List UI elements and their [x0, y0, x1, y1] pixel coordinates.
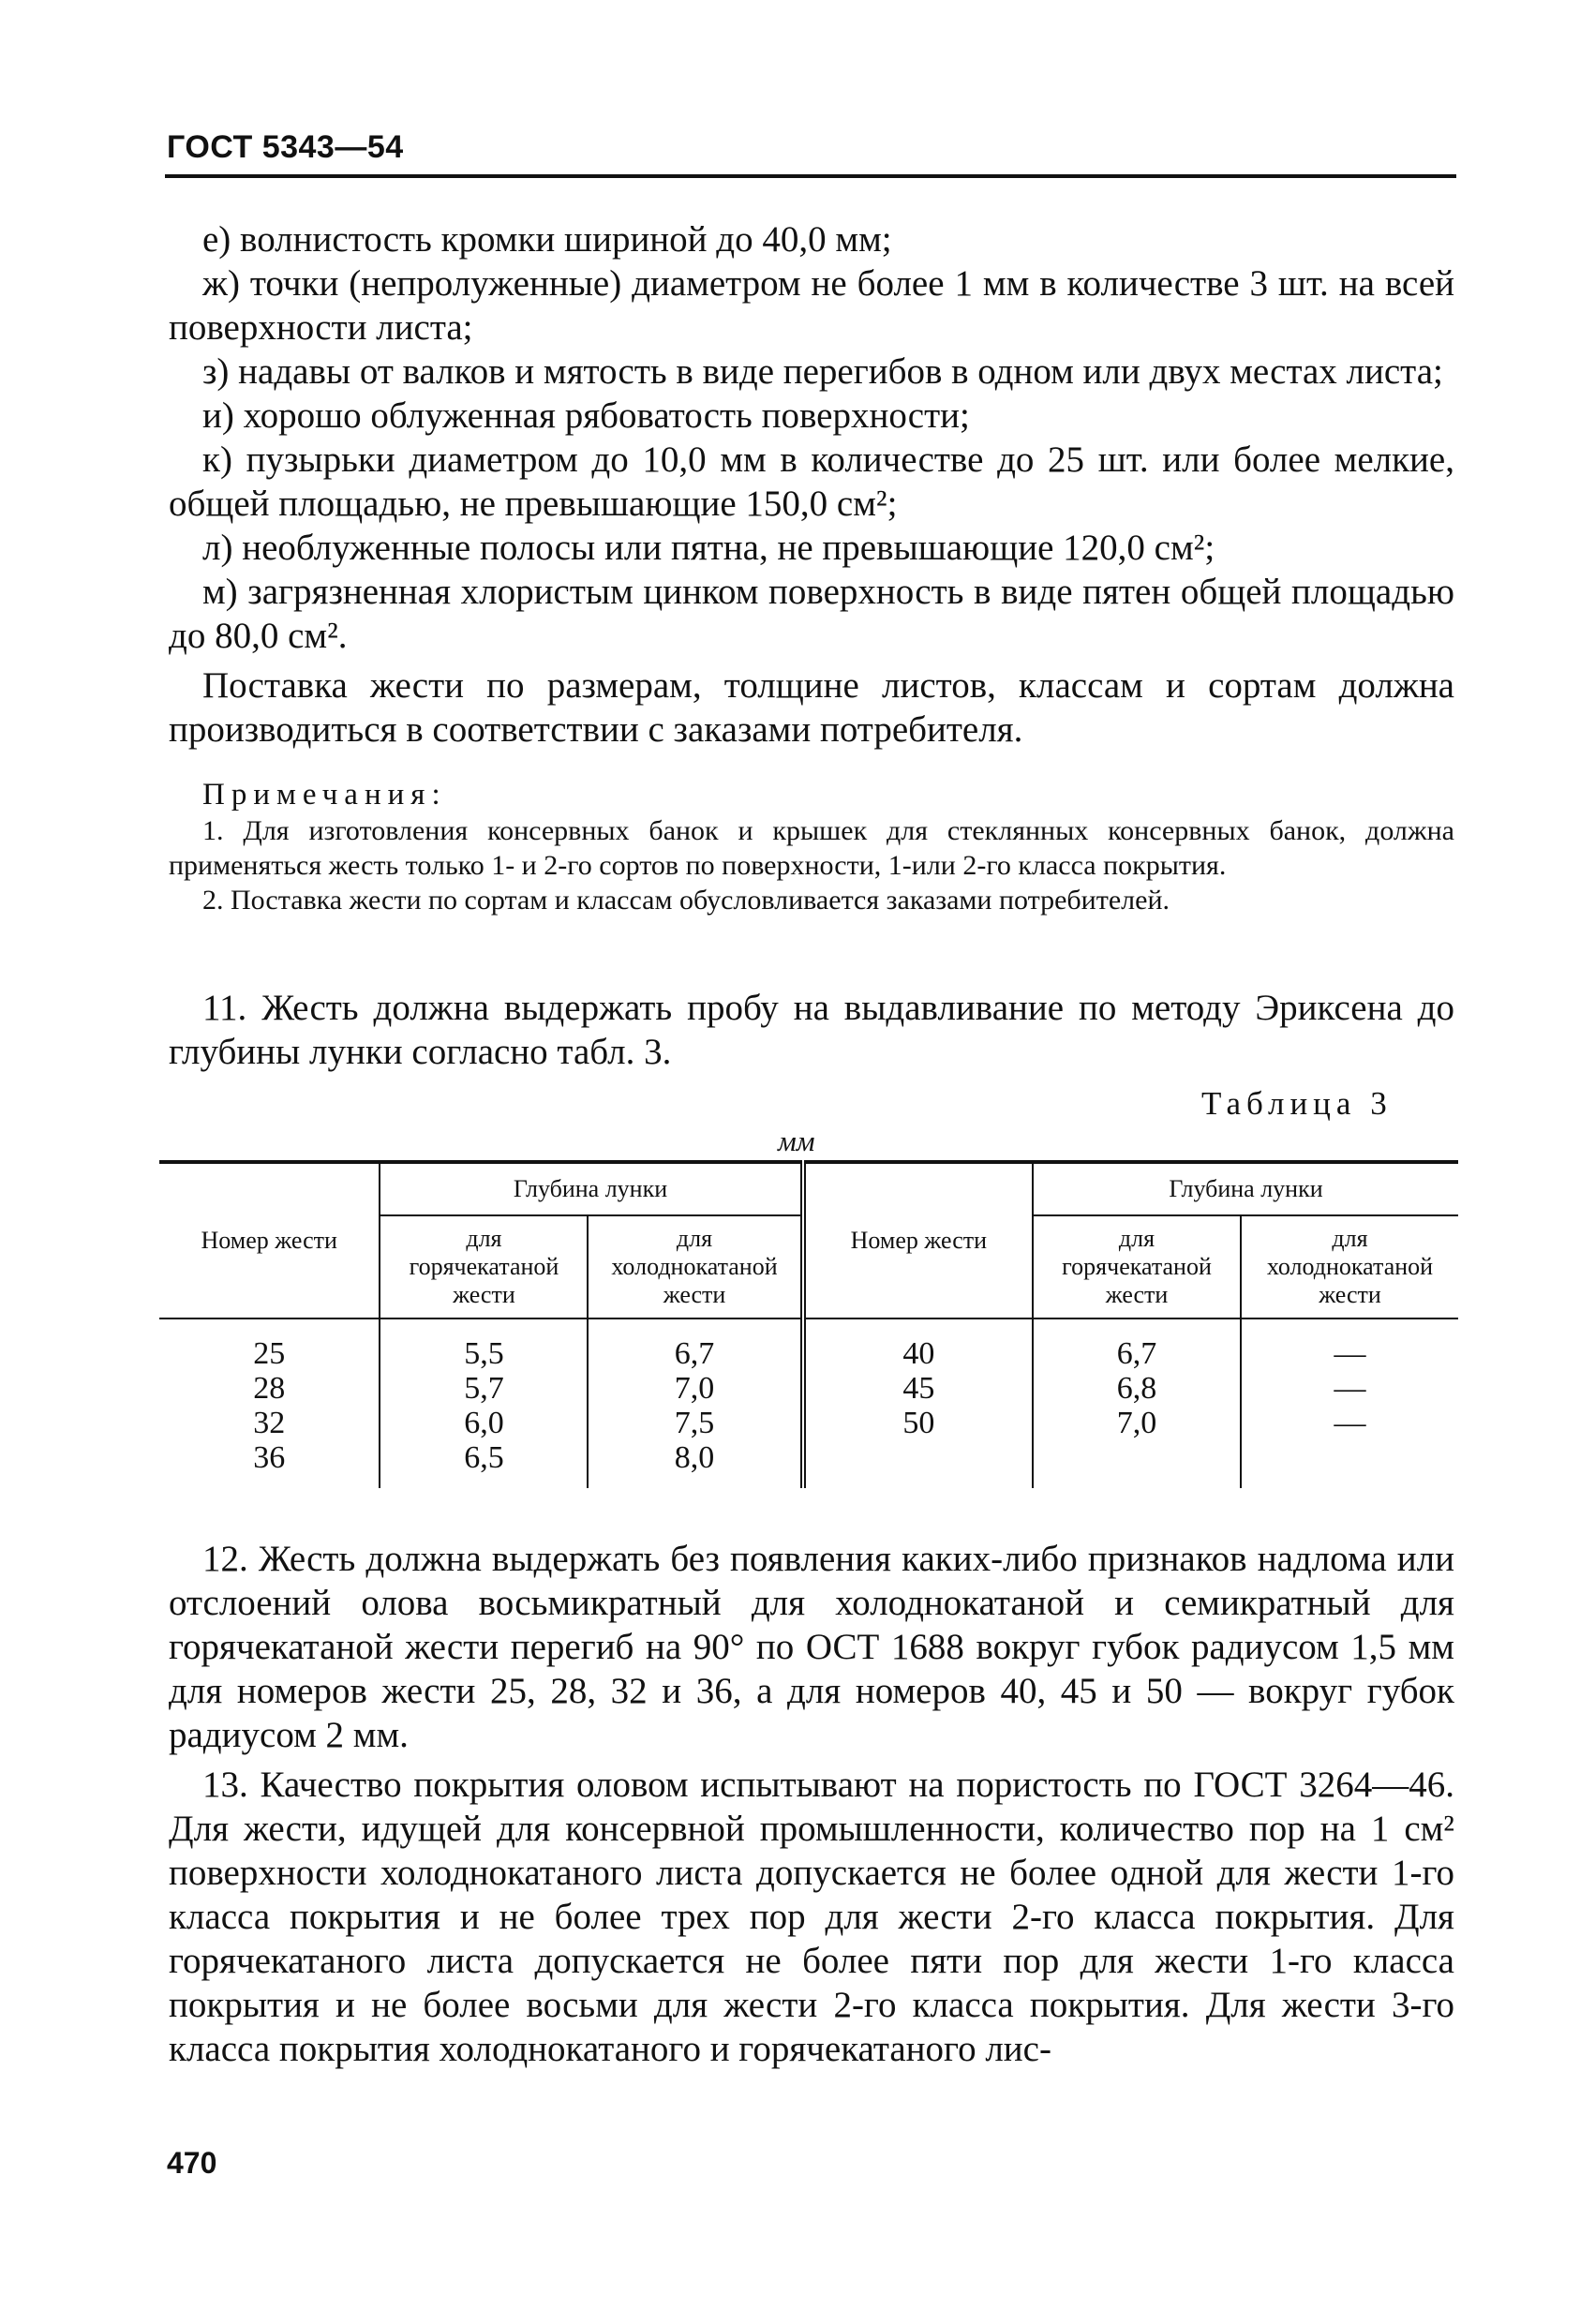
cell-cold-left-4: 8,0: [674, 1440, 715, 1475]
list-item-k: к) пузырьки диаметром до 10,0 мм в количестве до 25 шт. или более мелкие, общей площадью, не превышающие 150,0 см²;: [169, 439, 1454, 524]
supply-paragraph: Поставка жести по размерам, толщине листов, классам и сортам должна производиться в соответствии с заказами потребителя.: [169, 665, 1454, 750]
list-item-zh: ж) точки (непролуженные) диаметром не более 1 мм в количестве 3 шт. на всей поверхности листа;: [169, 263, 1454, 348]
cell-hot-left-2: 5,7: [464, 1371, 504, 1406]
cell-cold-right-1: —: [1334, 1336, 1366, 1371]
notes-title: Примечания:: [202, 778, 447, 812]
paragraph-11: 11. Жесть должна выдержать пробу на выдавливание по методу Эриксена до глубины лунки согласно табл. 3.: [169, 988, 1454, 1072]
cell-cold-right-3: —: [1334, 1406, 1366, 1440]
paragraph-11-block: [169, 986, 1454, 1074]
col-header-hot-left: для горячекатаной жести: [380, 1215, 588, 1318]
col-header-hot-right: для горячекатаной жести: [1033, 1215, 1241, 1318]
cell-number-left-1: 25: [253, 1336, 286, 1371]
list-item-e: е) волнистость кромки шириной до 40,0 мм;: [202, 219, 892, 260]
col-header-number-left: Номер жести: [159, 1162, 380, 1318]
header-rule: [165, 174, 1456, 178]
page-number: 470: [167, 2146, 217, 2180]
cell-number-left-3: 32: [253, 1406, 286, 1440]
col-header-depth-left: Глубина лунки: [380, 1162, 802, 1215]
cell-cold-left-3: 7,5: [674, 1406, 715, 1440]
cell-hot-left-4: 6,5: [464, 1440, 504, 1475]
cell-number-right-3: 50: [902, 1406, 935, 1440]
paragraph-12: 12. Жесть должна выдержать без появления каких-либо признаков надлома или отслоений олова восьмикратный для холоднокатаной и семикратный для горячекатаной жести перегиб на 90° по ОСТ 1688 вокруг губок радиусом 1,5 мм для номеров жести 25, 28, 32 и 36, а для номеров 40, 45 и 50 — вокруг губок радиусом 2 мм.: [169, 1539, 1454, 1755]
note-1: 1. Для изготовления консервных банок и крышек для стеклянных консервных банок, должна применяться жесть только 1- и 2-го сортов по поверхности, 1-или 2-го класса покрытия.: [169, 815, 1454, 881]
cell-cold-left-2: 7,0: [674, 1371, 715, 1406]
table-unit: мм: [778, 1125, 815, 1157]
document-header: ГОСТ 5343—54: [167, 129, 404, 165]
note-2: 2. Поставка жести по сортам и классам обусловливается заказами потребителей.: [202, 885, 1170, 916]
cell-hot-right-3: 7,0: [1116, 1406, 1157, 1440]
list-item-z: з) надавы от валков и мятость в виде перегибов в одном или двух местах листа;: [202, 351, 1443, 392]
cell-number-left-2: 28: [253, 1371, 286, 1406]
col-header-depth-right: Глубина лунки: [1033, 1162, 1458, 1215]
cell-hot-right-1: 6,7: [1116, 1336, 1157, 1371]
cell-number-right-2: 45: [902, 1371, 935, 1406]
col-header-cold-left: для холоднокатаной жести: [588, 1215, 802, 1318]
list-item-l: л) необлуженные полосы или пятна, не превышающие 120,0 см²;: [202, 528, 1215, 568]
notes-block: [169, 776, 1454, 917]
list-item-i: и) хорошо облуженная рябоватость поверхности;: [202, 395, 970, 436]
cell-cold-left-1: 6,7: [674, 1336, 715, 1371]
list-items: [169, 217, 1454, 752]
table-caption: Таблица 3: [1201, 1085, 1393, 1122]
table-row: [159, 1318, 1458, 1488]
table-3: [159, 1160, 1458, 1488]
cell-hot-left-1: 5,5: [464, 1336, 504, 1371]
col-header-cold-right: для холоднокатаной жести: [1241, 1215, 1458, 1318]
cell-hot-left-3: 6,0: [464, 1406, 504, 1440]
list-item-m: м) загрязненная хлористым цинком поверхность в виде пятен общей площадью до 80,0 см².: [169, 572, 1454, 656]
cell-number-right-1: 40: [902, 1336, 935, 1371]
cell-hot-right-2: 6,8: [1116, 1371, 1157, 1406]
paragraphs-12-13: [169, 1537, 1454, 2071]
paragraph-13: 13. Качество покрытия оловом испытывают на пористость по ГОСТ 3264—46. Для жести, идущей для консервной промышленности, количество пор на 1 см² поверхности холоднокатаного листа допускается не более одной для жести 1-го класса покрытия и не более трех пор для жести 2-го класса покрытия. Для горячекатаного листа допускается не более пяти пор для жести 1-го класса покрытия и не более восьми для жести 2-го класса покрытия. Для жести 3-го класса покрытия холоднокатаного и горячекатаного лис-: [169, 1765, 1454, 2069]
cell-number-left-4: 36: [253, 1440, 286, 1475]
col-header-number-right: Номер жести: [803, 1162, 1033, 1318]
cell-cold-right-2: —: [1334, 1371, 1366, 1406]
